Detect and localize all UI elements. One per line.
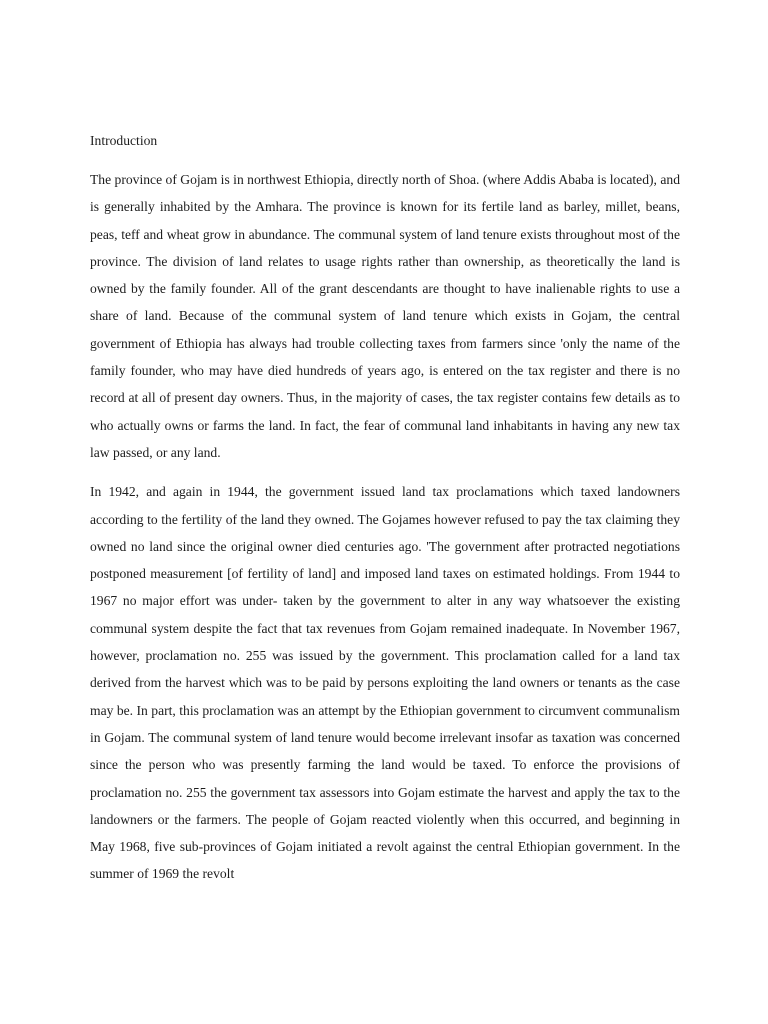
document-body: [90, 130, 680, 900]
paragraph-1: The province of Gojam is in northwest Ethiopia, directly north of Shoa. (where Addis Ababa is located), and is generally inhabited by the Amhara. The province is known for its fertile land as barley, millet, beans, peas, teff and wheat grow in abundance. The communal system of land tenure exists throughout most of the province. The division of land relates to usage rights rather than ownership, as theoretically the land is owned by the family founder. All of the grant descendants are thought to have inalienable rights to use a share of land. Because of the communal system of land tenure which exists in Gojam, the central government of Ethiopia has always had trouble collecting taxes from farmers since 'only the name of the family founder, who may have died hundreds of years ago, is entered on the tax register and there is no record at all of present day owners. Thus, in the majority of cases, the tax register contains few details as to who actually owns or farms the land. In fact, the fear of communal land inhabitants in having any new tax law passed, or any land.: [90, 172, 680, 460]
section-heading: Introduction: [90, 133, 158, 148]
paragraph-2: In 1942, and again in 1944, the government issued land tax proclamations which taxed landowners according to the fertility of the land they owned. The Gojames however refused to pay the tax claiming they owned no land since the original owner died centuries ago. 'The government after protracted negotiations postponed measurement [of fertility of land] and imposed land taxes on estimated holdings. From 1944 to 1967 no major effort was under- taken by the government to alter in any way whatsoever the existing communal system despite the fact that tax revenues from Gojam remained inadequate. In November 1967, however, proclamation no. 255 was issued by the government. This proclamation called for a land tax derived from the harvest which was to be paid by persons exploiting the land owners or tenants as the case may be. In part, this proclamation was an attempt by the Ethiopian government to circumvent communalism in Gojam. The communal system of land tenure would become irrelevant insofar as taxation was concerned since the person who was presently farming the land would be taxed. To enforce the provisions of proclamation no. 255 the government tax assessors into Gojam estimate the harvest and apply the tax to the landowners or the farmers. The people of Gojam reacted violently when this occurred, and beginning in May 1968, five sub-provinces of Gojam initiated a revolt against the central Ethiopian government. In the summer of 1969 the revolt: [90, 484, 680, 882]
